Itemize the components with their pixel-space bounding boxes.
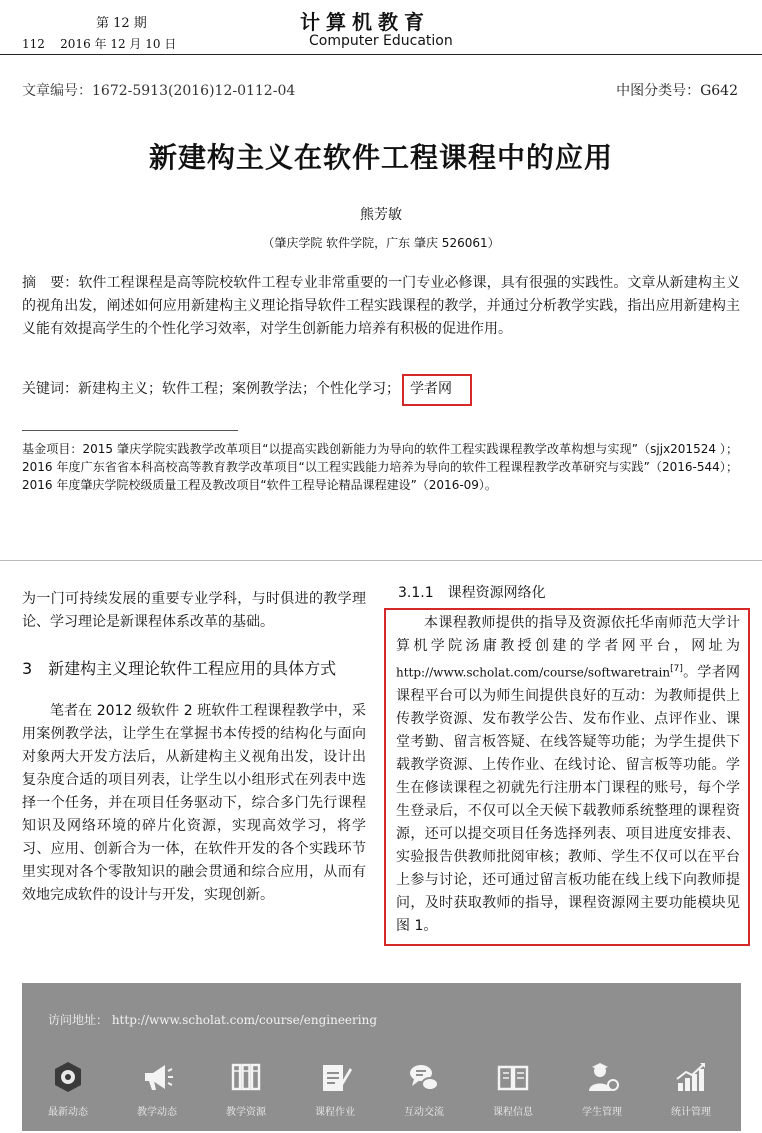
module-label: 学生管理: [582, 1107, 622, 1118]
course-url-link[interactable]: http://www.scholat.com/course/softwaretrain: [396, 665, 671, 680]
keyword-highlight-box: [402, 374, 472, 406]
module-label: 教学动态: [137, 1107, 177, 1118]
header-issue: 第 12 期: [96, 16, 147, 31]
module-latest-news[interactable]: [28, 1057, 108, 1118]
left-para-2: 笔者在 2012 级软件 2 班软件工程课程教学中，采用案例教学法，让学生在掌握书本传授的结构化与面向对象两大开发方法后，从新建构主义视角出发，设计出复杂度合适的项目列表，让学生以小组形式在列表中选择一个任务，并在项目任务驱动下，综合多门先行课程知识及网络环境的碎片化资源，实现高效学习，将学习、应用、创新合为一体，在软件开发的各个实践环节里实现对各个零散知识的融会贯通和综合应用，从而有效地完成软件的设计与开发，实现创新。: [22, 703, 366, 903]
module-course-info[interactable]: [473, 1057, 553, 1118]
footnote-rule: [22, 430, 238, 431]
subsection-heading: 3.1.1 课程资源网络化: [398, 585, 546, 601]
homework-icon: [315, 1057, 355, 1097]
reference-mark: [7]: [670, 664, 683, 674]
left-para-1: 为一门可持续发展的重要专业学科，与时俱进的教学理论、学习理论是新课程体系改革的基础。: [22, 591, 366, 630]
books-icon: [226, 1057, 266, 1097]
left-column: [22, 588, 366, 907]
module-label: 互动交流: [404, 1107, 444, 1118]
journal-title-en: Computer Education: [309, 33, 453, 49]
right-para: [396, 612, 740, 938]
latest-news-icon: [48, 1057, 88, 1097]
highlight-box: [384, 608, 750, 946]
section-heading-3: 3 新建构主义理论软件工程应用的具体方式: [22, 659, 337, 678]
module-label: 课程作业: [315, 1107, 355, 1118]
module-label: 统计管理: [671, 1107, 711, 1118]
module-label: 教学资源: [226, 1107, 266, 1118]
right-column: [398, 584, 742, 946]
paper-title: 新建构主义在软件工程课程中的应用: [148, 141, 613, 174]
module-interaction[interactable]: [384, 1057, 464, 1118]
module-teaching-resources[interactable]: [206, 1057, 286, 1118]
right-para-before-url: 本课程教师提供的指导及资源依托华南师范大学计算机学院汤庸教授创建的学者网平台，网址为: [396, 615, 740, 654]
keywords: [22, 374, 472, 406]
keyword-highlight: 学者网: [410, 381, 452, 397]
author-name: 熊芳敏: [360, 207, 402, 223]
module-homework[interactable]: [295, 1057, 375, 1118]
header-page-date: 112 2016 年 12 月 10 日: [22, 37, 177, 51]
chat-icon: [404, 1057, 444, 1097]
book-open-icon: [493, 1057, 533, 1097]
right-para-after-url: 。学者网课程平台可以为师生间提供良好的互动：为教师提供上传教学资源、发布教学公告、发布作业、点评作业、课堂考勤、留言板答疑、在线答疑等功能；为学生提供下载教学资源、上传作业、在线讨论、留言板等功能。学生在修读课程之初就先行注册本门课程的账号，每个学生登录后，不仅可以全天候下载教师系统整理的课程资源，还可以提交项目任务选择列表、项目进度安排表、实验报告供教师批阅审核；教师、学生不仅可以在平台上参与讨论，还可通过留言板功能在线上线下向教师提问，及时获取教师的指导，课程资源网主要功能模块见图 1。: [396, 664, 740, 934]
megaphone-icon: [137, 1057, 177, 1097]
journal-title-cn: 计算机教育: [300, 10, 430, 34]
funding-footnote: 基金项目：2015 肇庆学院实践教学改革项目“以提高实践创新能力为导向的软件工程实践课程教学改革构想与实现”（sjjx201524 ）；2016 年度广东省省本科高校高等教育教学改革项目“以工程实践能力培养为导向的软件工程课程教学改革研究与实践”（2016-544）；2016 年度肇庆学院校级质量工程及教改项目“软件工程导论精品课程建设”（2016-09）。: [22, 442, 738, 492]
module-statistics[interactable]: [651, 1057, 731, 1118]
classification-number: 中图分类号：G642: [616, 83, 738, 99]
article-number: 文章编号：1672-5913(2016)12-0112-04: [22, 83, 296, 99]
module-teaching-news[interactable]: [117, 1057, 197, 1118]
abstract: 摘 要：软件工程课程是高等院校软件工程专业非常重要的一门专业必修课，具有很强的实践性。文章从新建构主义的视角出发，阐述如何应用新建构主义理论指导软件工程实践课程的教学，并通过分析教学实践，指出应用新建构主义能有效提高学生的个性化学习效率，对学生创新能力培养有积极的促进作用。: [22, 275, 740, 337]
keywords-label: 关键词：新建构主义；软件工程；案例教学法；个性化学习；: [22, 381, 400, 397]
student-icon: [582, 1057, 622, 1097]
figure-url-text: 访问地址： http://www.scholat.com/course/engineering: [48, 1013, 378, 1027]
author-affiliation: （肇庆学院 软件学院，广东 肇庆 526061）: [262, 236, 500, 250]
header-rule: [0, 54, 762, 55]
page-break-line: [0, 560, 762, 561]
module-label: 最新动态: [48, 1107, 88, 1118]
figure-1-screenshot: [22, 983, 741, 1131]
module-student-management[interactable]: [562, 1057, 642, 1118]
stats-icon: [671, 1057, 711, 1097]
module-label: 课程信息: [493, 1107, 533, 1118]
